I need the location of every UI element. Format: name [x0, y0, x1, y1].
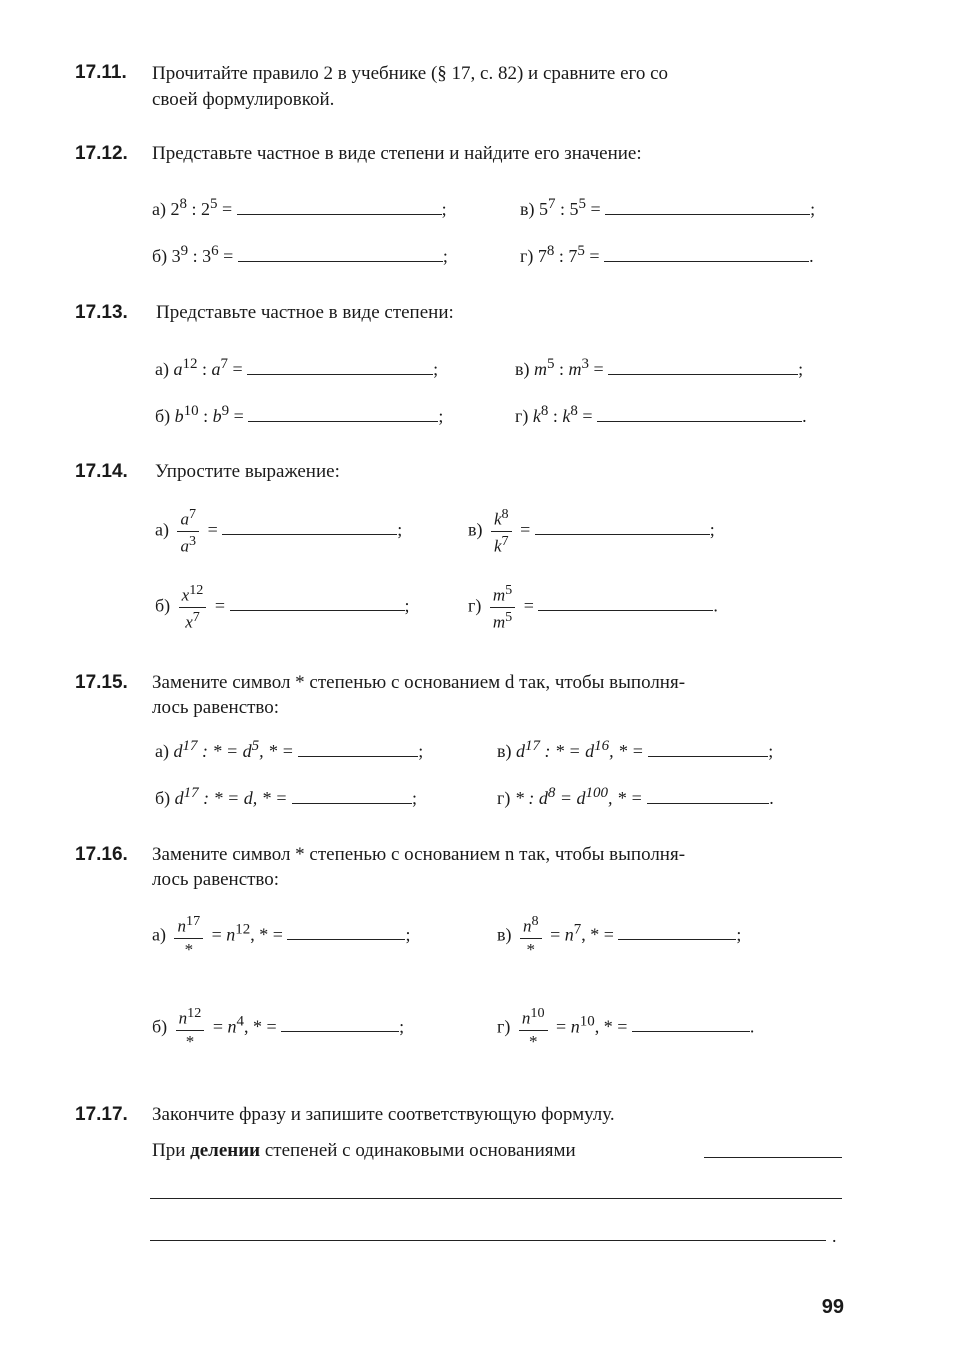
exercise-number: 17.17.: [75, 1104, 128, 1125]
answer-line[interactable]: [704, 1157, 842, 1158]
task-item: в) $d^{17}$ : * = $d^{16}$, * = ;: [497, 738, 774, 761]
answer-blank[interactable]: [237, 199, 442, 215]
exercise-title: Представьте частное в виде степени:: [156, 302, 454, 323]
answer-blank[interactable]: [604, 246, 809, 262]
math-expression: $d^{17}$ : * = $d^{16}$, * =: [516, 738, 644, 761]
task-item: г) $k^8$ : $k^8$ = .: [515, 403, 807, 426]
task-item: г) $\frac{m^5}{m^5}$ = .: [468, 582, 718, 632]
fraction: $\frac{k^8}{k^7}$: [491, 506, 512, 556]
exercise-title: Представьте частное в виде степени и найдите его значение:: [152, 143, 642, 164]
answer-blank[interactable]: [248, 406, 438, 422]
exercise-number: 17.12.: [75, 143, 128, 164]
task-item: б) $\frac{x^{12}}{x^7}$ = ;: [155, 582, 410, 632]
task-item: а) $\frac{a^7}{a^3}$ = ;: [155, 506, 403, 556]
exercise-text: Замените символ * степенью с основанием n так, чтобы выполня-: [152, 844, 686, 865]
answer-blank[interactable]: [597, 406, 802, 422]
answer-blank[interactable]: [632, 1016, 750, 1032]
task-item: в) $\frac{k^8}{k^7}$ = ;: [468, 506, 715, 556]
answer-blank[interactable]: [647, 788, 769, 804]
task-item: б) $d^{17}$ : * = d, * = ;: [155, 785, 417, 808]
task-item: б) $3^9$ : $3^6$ = ;: [152, 243, 448, 266]
task-item: в) $5^7$ : $5^5$ = ;: [520, 196, 816, 219]
math-expression: * : $d^8 = d^{100}$, * =: [514, 785, 643, 808]
task-item: а) $a^{12}$ : $a^7$ = ;: [155, 356, 439, 379]
phrase-start: При делении степеней с одинаковыми основаниями: [152, 1140, 576, 1161]
task-item: б) $n^{12}$ * = $n^4$, * = ;: [152, 1005, 405, 1051]
exercise-title: Закончите фразу и запишите соответствующую формулу.: [152, 1104, 615, 1125]
task-item: б) $b^{10}$ : $b^9$ = ;: [155, 403, 444, 426]
exercise-text: лось равенство:: [152, 869, 280, 890]
exercise-number: 17.13.: [75, 302, 128, 323]
task-item: а) $n^{17}$ * = $n^{12}$, * = ;: [152, 913, 411, 959]
exercise-number: 17.14.: [75, 461, 128, 482]
exercise-number: 17.16.: [75, 844, 128, 865]
answer-line[interactable]: [150, 1198, 842, 1199]
answer-blank[interactable]: [247, 359, 433, 375]
answer-blank[interactable]: [538, 595, 713, 611]
task-item: г) $n^{10}$ * = $n^{10}$, * = .: [497, 1005, 755, 1051]
answer-line[interactable]: [150, 1240, 826, 1241]
task-item: г) * : $d^8 = d^{100}$, * = .: [497, 785, 774, 808]
exercise-title: Упростите выражение:: [155, 461, 340, 482]
exercise-number: 17.15.: [75, 672, 128, 693]
page-number: 99: [821, 1296, 844, 1318]
task-item: в) $m^5$ : $m^3$ = ;: [515, 356, 804, 379]
answer-blank[interactable]: [605, 199, 810, 215]
math-expression: $d^{17}$ : * = d, * =: [174, 785, 288, 808]
exercise-number: 17.11.: [75, 62, 127, 83]
exercise-text: Прочитайте правило 2 в учебнике (§ 17, с. 82) и сравните его со: [152, 63, 669, 84]
answer-blank[interactable]: [287, 924, 405, 940]
fraction: $n^{17}$ *: [174, 913, 203, 960]
fraction: $\frac{x^{12}}{x^7}$: [179, 582, 207, 632]
answer-blank[interactable]: [238, 246, 443, 262]
exercise-text: Замените символ * степенью с основанием d так, чтобы выполня-: [152, 672, 686, 693]
answer-blank[interactable]: [298, 741, 418, 757]
answer-blank[interactable]: [230, 595, 405, 611]
answer-blank[interactable]: [281, 1016, 399, 1032]
math-expression: $d^{17}$ : * = $d^5$, * =: [173, 738, 294, 761]
exercise-text: лось равенство:: [152, 697, 280, 718]
answer-blank[interactable]: [535, 519, 710, 535]
fraction: $n^{12}$ *: [176, 1005, 205, 1052]
task-item: в) $n^8$ * = $n^7$, * = ;: [497, 913, 742, 959]
fraction: $n^8$ *: [520, 913, 542, 960]
task-item: а) $2^8$ : $2^5$ = ;: [152, 196, 447, 219]
task-item: г) $7^8$ : $7^5$ = .: [520, 243, 814, 266]
task-item: а) $d^{17}$ : * = $d^5$, * = ;: [155, 738, 424, 761]
answer-blank[interactable]: [608, 359, 798, 375]
fraction: $\frac{m^5}{m^5}$: [490, 582, 515, 632]
answer-blank[interactable]: [648, 741, 768, 757]
answer-blank[interactable]: [292, 788, 412, 804]
period-mark: .: [832, 1226, 837, 1246]
answer-blank[interactable]: [222, 519, 397, 535]
fraction: $n^{10}$ *: [519, 1005, 548, 1052]
fraction: $\frac{a^7}{a^3}$: [177, 506, 199, 556]
answer-blank[interactable]: [618, 924, 736, 940]
exercise-text: своей формулировкой.: [152, 89, 335, 110]
